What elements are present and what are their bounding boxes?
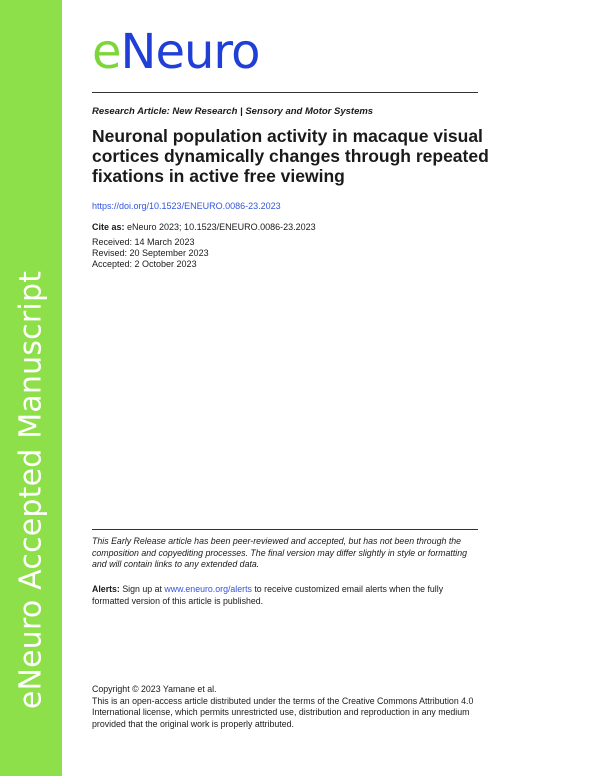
license-text: This is an open-access article distributed under the terms of the Creative Commons Attribution 4.0 International license, which permits unrestricted use, distribution and reproduction in any medium provided that the original work is properly attributed. bbox=[92, 695, 474, 729]
article-title: Neuronal population activity in macaque visual cortices dynamically changes through repeated fixations in active free viewing bbox=[92, 126, 489, 186]
doi-link[interactable]: https://doi.org/10.1523/ENEURO.0086-23.2023 bbox=[92, 201, 281, 211]
alerts-link[interactable]: www.eneuro.org/alerts bbox=[164, 584, 252, 594]
alerts-post: to receive customized email alerts when the fully formatted version of this article is published. bbox=[92, 584, 444, 606]
article-category: Research Article: New Research | Sensory and Motor Systems bbox=[92, 106, 374, 117]
alerts-notice bbox=[92, 584, 478, 607]
copyright-line: Copyright © 2023 Yamane et al. bbox=[92, 684, 217, 694]
top-divider bbox=[92, 92, 478, 93]
citation bbox=[92, 222, 316, 232]
cite-label: Cite as: bbox=[92, 222, 125, 232]
alerts-pre: Sign up at bbox=[119, 584, 165, 594]
logo-neuro: Neuro bbox=[120, 24, 260, 80]
sidebar-band bbox=[0, 0, 62, 776]
revised-date: Revised: 20 September 2023 bbox=[92, 248, 209, 258]
journal-logo bbox=[92, 24, 260, 80]
logo-e: e bbox=[92, 24, 121, 80]
cite-value: eNeuro 2023; 10.1523/ENEURO.0086-23.2023 bbox=[124, 222, 316, 232]
copyright-block bbox=[92, 684, 484, 730]
notice-divider bbox=[92, 529, 478, 530]
accepted-date: Accepted: 2 October 2023 bbox=[92, 259, 197, 269]
received-date: Received: 14 March 2023 bbox=[92, 237, 195, 247]
alerts-label: Alerts: bbox=[92, 584, 120, 594]
sidebar-watermark: eNeuro Accepted Manuscript bbox=[13, 270, 49, 710]
early-release-notice: This Early Release article has been peer-reviewed and accepted, but has not been through the composition and copyediting processes. The final version may differ slightly in style or formatting and will contain links to any extended data. bbox=[92, 536, 468, 569]
